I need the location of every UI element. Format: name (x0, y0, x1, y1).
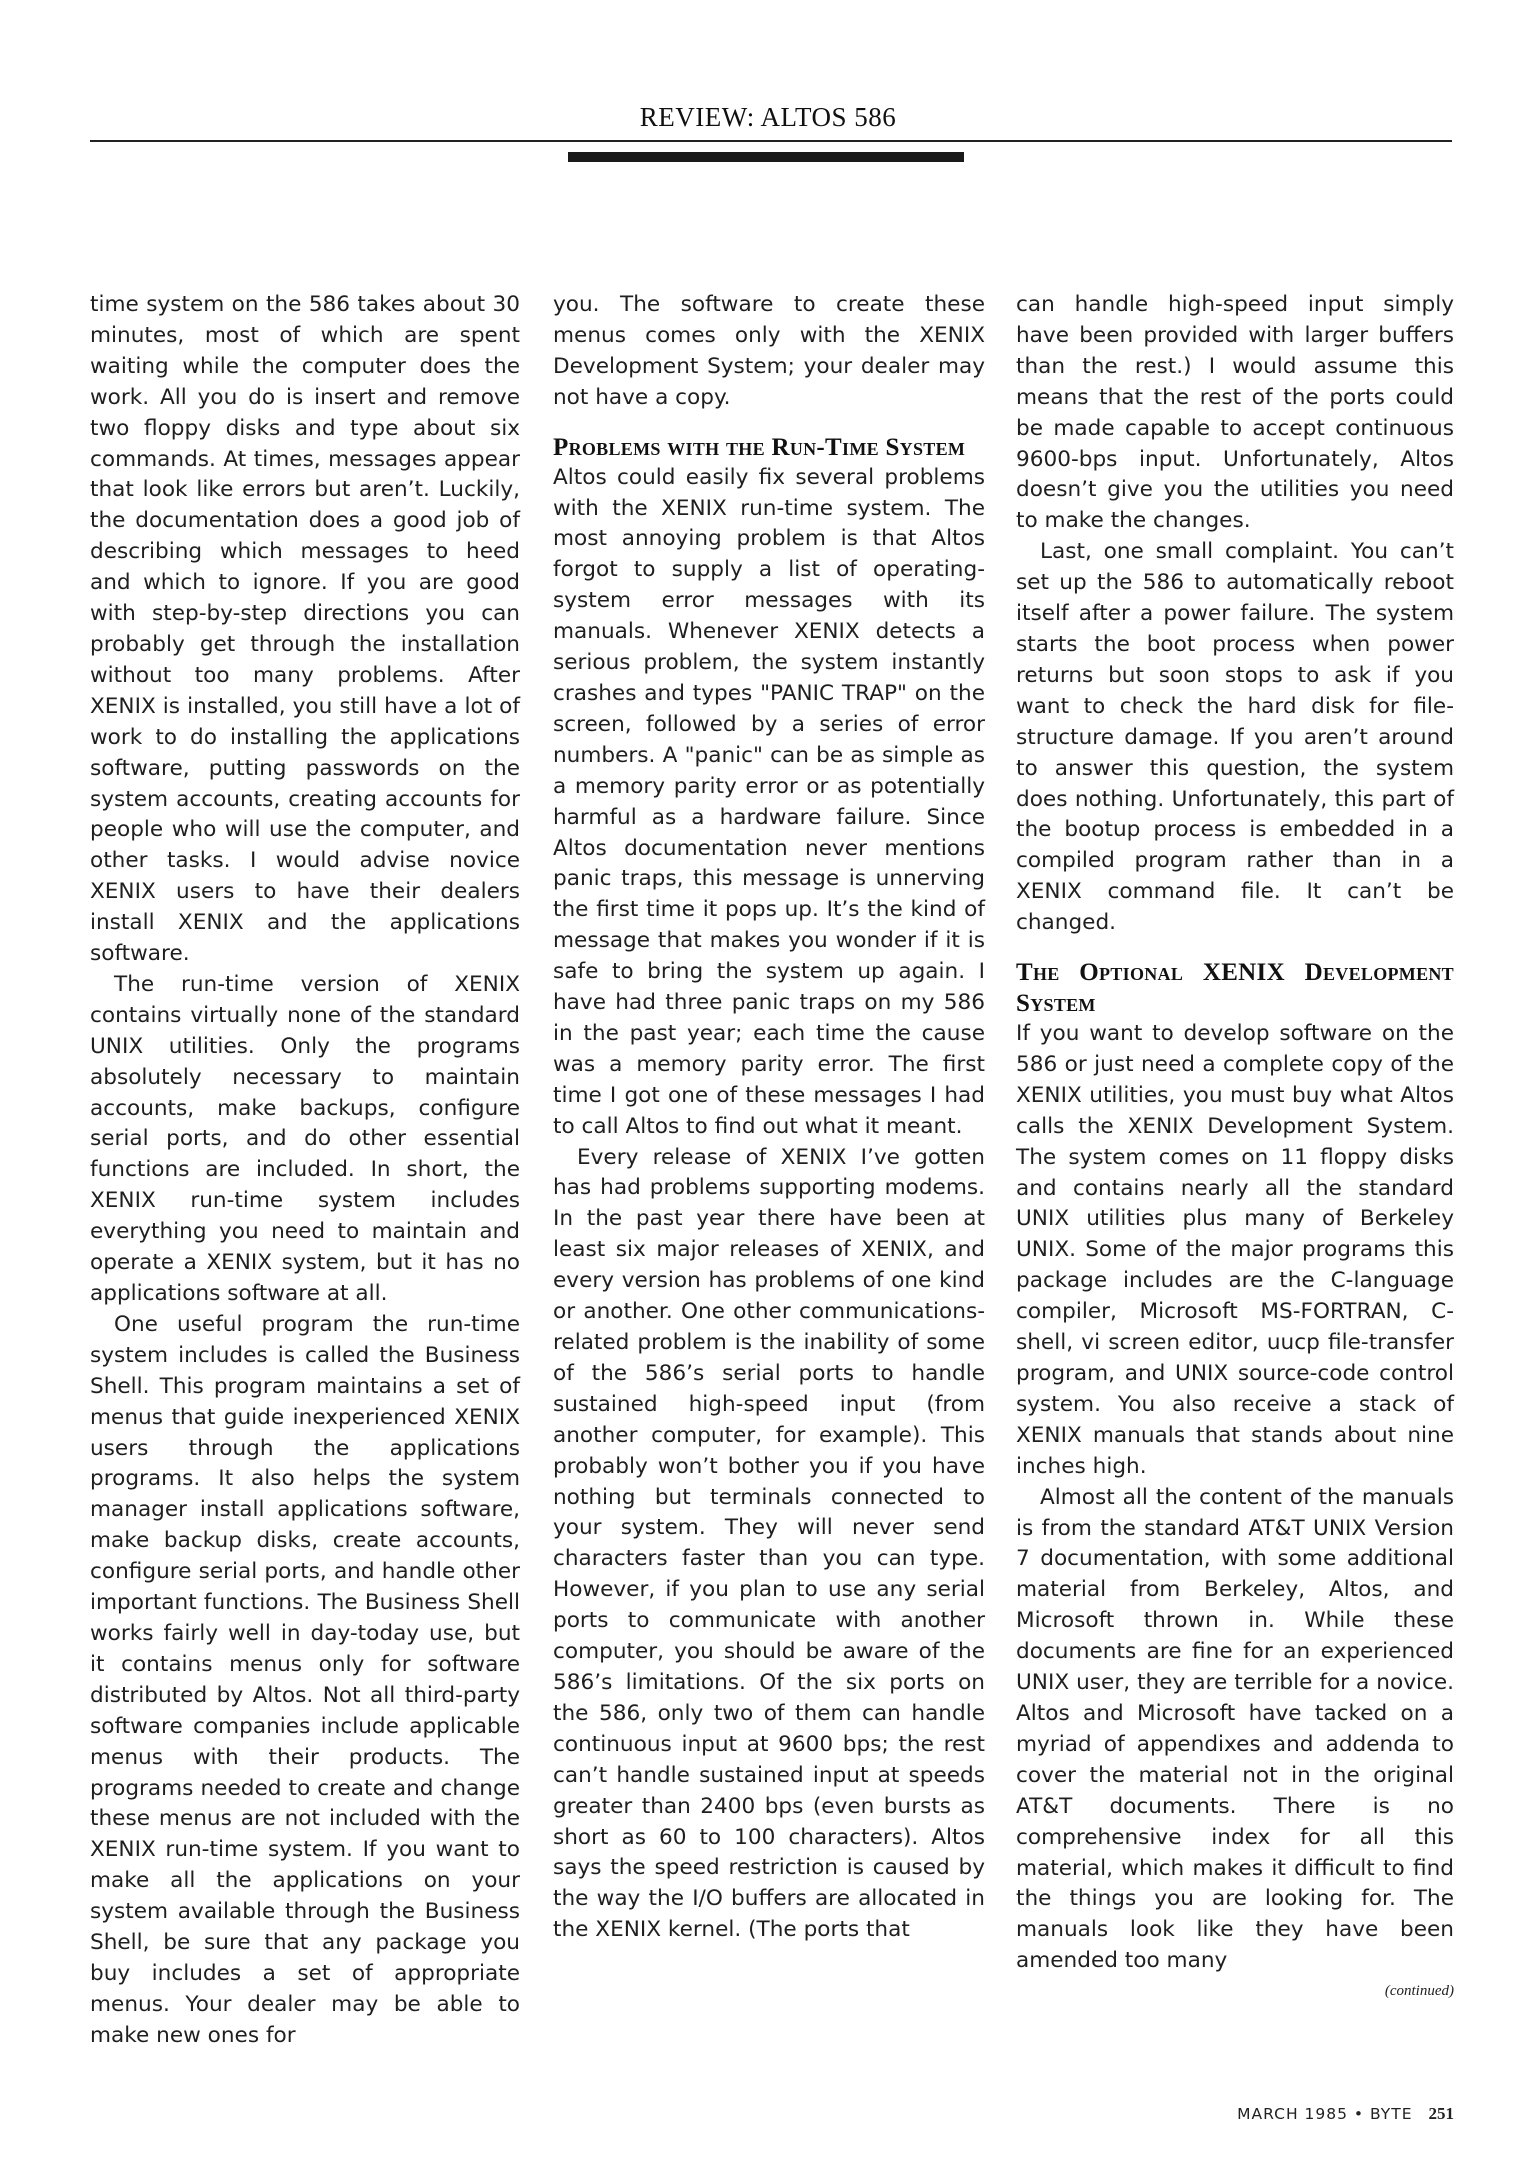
paragraph: Altos could easily fix several problems with the XENIX run-time system. The most annoying problem is that Altos forgot to supply a list of operating-system error messages with its manuals. Whenever XENIX detects a serious problem, the system instantly crashes and types "PANIC TRAP" on the screen, followed by a series of error numbers. A "panic" can be as simple as a memory parity error or as potentially harmful as a hardware failure. Since Altos documentation never mentions panic traps, this message is unnerving the first time it pops up. It’s the kind of message that makes you wonder if it is safe to bring the system up again. I have had three panic traps on my 586 in the past year; each time the cause was a memory parity error. The first time I got one of these messages I had to call Altos to find out what it meant. (553, 464, 985, 1139)
column-2 (553, 290, 985, 1946)
column-1 (90, 290, 520, 2052)
header-rule (90, 140, 1452, 142)
section-heading: Problems with the Run-Time System (553, 433, 966, 461)
paragraph: If you want to develop software on the 586 or just need a complete copy of the XENIX utilities, you must buy what Altos calls the XENIX Development System. The system comes on 11 floppy disks and contains nearly all the standard UNIX utilities plus many of Berkeley UNIX. Some of the major programs this package includes are the C-language compiler, Microsoft MS-FORTRAN, C-shell, vi screen editor, uucp file-transfer program, and UNIX source-code control system. You also receive a stack of XENIX manuals that stands about nine inches high. (1016, 1021, 1454, 1479)
continued-note: (continued) (1384, 1983, 1454, 2000)
paragraph: Last, one small complaint. You can’t set up the 586 to automatically reboot itself after a power failure. The system starts the boot process when power returns but soon stops to ask if you want to check the hard disk for file-structure damage. If you aren’t around to answer this question, the system does nothing. Unfortunately, this part of the bootup process is embedded in a compiled program rather than in a XENIX command file. It can’t be changed. (1016, 539, 1454, 936)
paragraph: The run-time version of XENIX contains virtually none of the standard UNIX utilities. Only the programs absolutely necessary to maintain accounts, make backups, configure serial ports, and do other essential functions are included. In short, the XENIX run-time system includes everything you need to maintain and operate a XENIX system, but it has no applications software at all. (90, 971, 520, 1306)
page-footer (1237, 2104, 1454, 2124)
paragraph: you. The software to create these menus comes only with the XENIX Development System; your dealer may not have a copy. (553, 292, 985, 410)
paragraph: can handle high-speed input simply have been provided with larger buffers than the rest.) I would assume this means that the rest of the ports could be made capable to accept continuous 9600-bps input. Unfortunately, Altos doesn’t give you the utilities you need to make the changes. (1016, 292, 1454, 534)
paragraph: Every release of XENIX I’ve gotten has had problems supporting modems. In the past year there have been at least six major releases of XENIX, and every version has problems of one kind or another. One other communications-related problem is the inability of some of the 586’s serial ports to handle sustained high-speed input (from another computer, for example). This probably won’t bother you if you have nothing but terminals connected to your system. They will never send characters faster than you can type. However, if you plan to use any serial ports to communicate with another computer, you should be aware of the 586’s limitations. Of the six ports on the 586, only two of them can handle continuous input at 9600 bps; the rest can’t handle sustained input at speeds greater than 2400 bps (even bursts as short as 60 to 100 characters). Altos says the speed restriction is caused by the way the I/O buffers are allocated in the XENIX kernel. (The ports that (553, 1144, 985, 1943)
running-head: REVIEW: ALTOS 586 (639, 102, 897, 132)
header-bar (568, 152, 964, 162)
page-number: 251 (1428, 2104, 1454, 2123)
section-heading: The Optional XENIX Development System (1016, 959, 1454, 1018)
column-3 (1016, 290, 1454, 2005)
paragraph: Almost all the content of the manuals is from the standard AT&T UNIX Version 7 documentation, with some additional material from Berkeley, Altos, and Microsoft thrown in. While these documents are fine for an experienced UNIX user, they are terrible for a novice. Altos and Microsoft have tacked on a myriad of appendixes and addenda to cover the material not in the original AT&T documents. There is no comprehensive index for all this material, which makes it difficult to find the things you are looking for. The manuals look like they have been amended too many (1016, 1484, 1454, 1974)
issue-label: MARCH 1985 • BYTE (1237, 2105, 1413, 2123)
paragraph: time system on the 586 takes about 30 minutes, most of which are spent waiting while the computer does the work. All you do is insert and remove two floppy disks and type about six commands. At times, messages appear that look like errors but aren’t. Luckily, the documentation does a good job of describing which messages to heed and which to ignore. If you are good with step-by-step directions you can probably get through the installation without too many problems. After XENIX is installed, you still have a lot of work to do installing the applications software, putting passwords on the system accounts, creating accounts for people who will use the computer, and other tasks. I would advise novice XENIX users to have their dealers install XENIX and the applications software. (90, 292, 520, 967)
paragraph: One useful program the run-time system includes is called the Business Shell. This program maintains a set of menus that guide inexperienced XENIX users through the applications programs. It also helps the system manager install applications software, make backup disks, create accounts, configure serial ports, and handle other important functions. The Business Shell works fairly well in day-today use, but it contains menus only for software distributed by Altos. Not all third-party software companies include applicable menus with their products. The programs needed to create and change these menus are not included with the XENIX run-time system. If you want to make all the applications on your system available through the Business Shell, be sure that any package you buy includes a set of appropriate menus. Your dealer may be able to make new ones for (90, 1311, 520, 2048)
